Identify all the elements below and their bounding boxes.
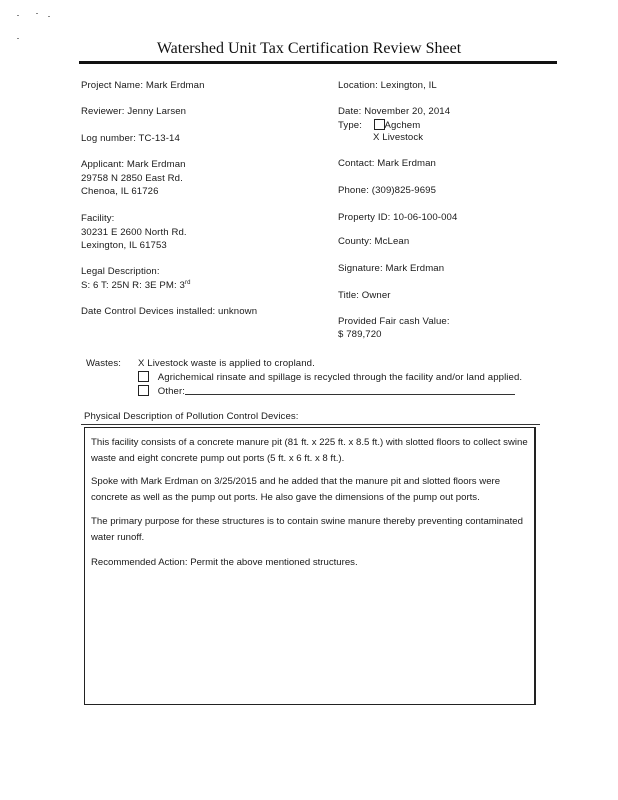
physical-heading: Physical Description of Pollution Control Devices: xyxy=(84,411,299,422)
applicant-street: 29758 N 2850 East Rd. xyxy=(81,172,183,184)
legal-description-text: S: 6 T: 25N R: 3E PM: 3 xyxy=(81,280,185,292)
other-checkbox[interactable] xyxy=(138,385,149,396)
wastes-agrichemical: Agrichemical rinsate and spillage is recycled through the facility and/or land applied. xyxy=(157,372,523,383)
type-agchem: Agchem xyxy=(384,120,421,131)
log-number: Log number: TC-13-14 xyxy=(81,133,180,144)
scan-speck xyxy=(17,38,19,39)
date: Date: November 20, 2014 xyxy=(338,106,451,117)
wastes-label: Wastes: xyxy=(86,358,121,369)
recommended-action: Recommended Action: Permit the above mentioned structures. xyxy=(91,557,358,568)
wastes-agrichemical-row xyxy=(138,371,522,383)
legal-description-value xyxy=(81,280,191,291)
wastes-other-row xyxy=(138,385,515,397)
page-title: Watershed Unit Tax Certification Review Sheet xyxy=(156,40,462,57)
type-livestock: X Livestock xyxy=(373,132,424,143)
type-label: Type: xyxy=(338,120,362,131)
phone: Phone: (309)825-9695 xyxy=(338,185,437,196)
facility-street: 30231 E 2600 North Rd. xyxy=(81,226,187,238)
facility-label: Facility: xyxy=(81,213,115,224)
legal-description-sup: rd xyxy=(184,280,191,286)
scan-speck xyxy=(17,15,19,16)
signature: Signature: Mark Erdman xyxy=(338,263,445,274)
heading-rule xyxy=(81,424,540,425)
applicant-block xyxy=(81,158,186,199)
description-paragraph: Spoke with Mark Erdman on 3/25/2015 and he added that the manure pit and slotted floors were concrete as well as the pump out ports. He also gave the dimensions of the pump out ports. xyxy=(91,476,501,503)
other-input-line[interactable] xyxy=(185,385,515,395)
title-field: Title: Owner xyxy=(338,290,391,301)
facility-block xyxy=(81,212,187,253)
wastes-other-label: Other: xyxy=(157,386,186,397)
type-row xyxy=(338,119,420,131)
facility-city: Lexington, IL 61753 xyxy=(81,240,167,251)
agchem-checkbox[interactable] xyxy=(374,119,385,130)
description-paragraph: This facility consists of a concrete manure pit (81 ft. x 225 ft. x 8.5 ft.) with slotted floors to collect swine waste and eight concrete pump out ports (5 ft. x 6 ft. x 8 ft.). xyxy=(91,437,528,464)
applicant-name: Applicant: Mark Erdman xyxy=(81,159,186,170)
description-box xyxy=(84,427,536,705)
location: Location: Lexington, IL xyxy=(338,80,437,91)
county: County: McLean xyxy=(338,236,410,247)
applicant-city: Chenoa, IL 61726 xyxy=(81,186,159,197)
property-id: Property ID: 10-06-100-004 xyxy=(338,212,458,223)
legal-description-label: Legal Description: xyxy=(81,266,160,277)
title-rule xyxy=(79,61,557,64)
scan-speck xyxy=(36,13,38,14)
description-paragraph: The primary purpose for these structures is to contain swine manure thereby preventing contaminated water runoff. xyxy=(91,516,523,543)
date-control-devices: Date Control Devices installed: unknown xyxy=(81,306,258,317)
wastes-livestock: X Livestock waste is applied to cropland. xyxy=(138,358,315,369)
reviewer: Reviewer: Jenny Larsen xyxy=(81,106,187,117)
project-name: Project Name: Mark Erdman xyxy=(81,80,205,91)
fair-cash-label: Provided Fair cash Value: xyxy=(338,316,450,327)
fair-cash-value: $ 789,720 xyxy=(338,329,382,340)
agrichemical-checkbox[interactable] xyxy=(138,371,149,382)
contact: Contact: Mark Erdman xyxy=(338,158,436,169)
scan-speck xyxy=(48,16,50,17)
